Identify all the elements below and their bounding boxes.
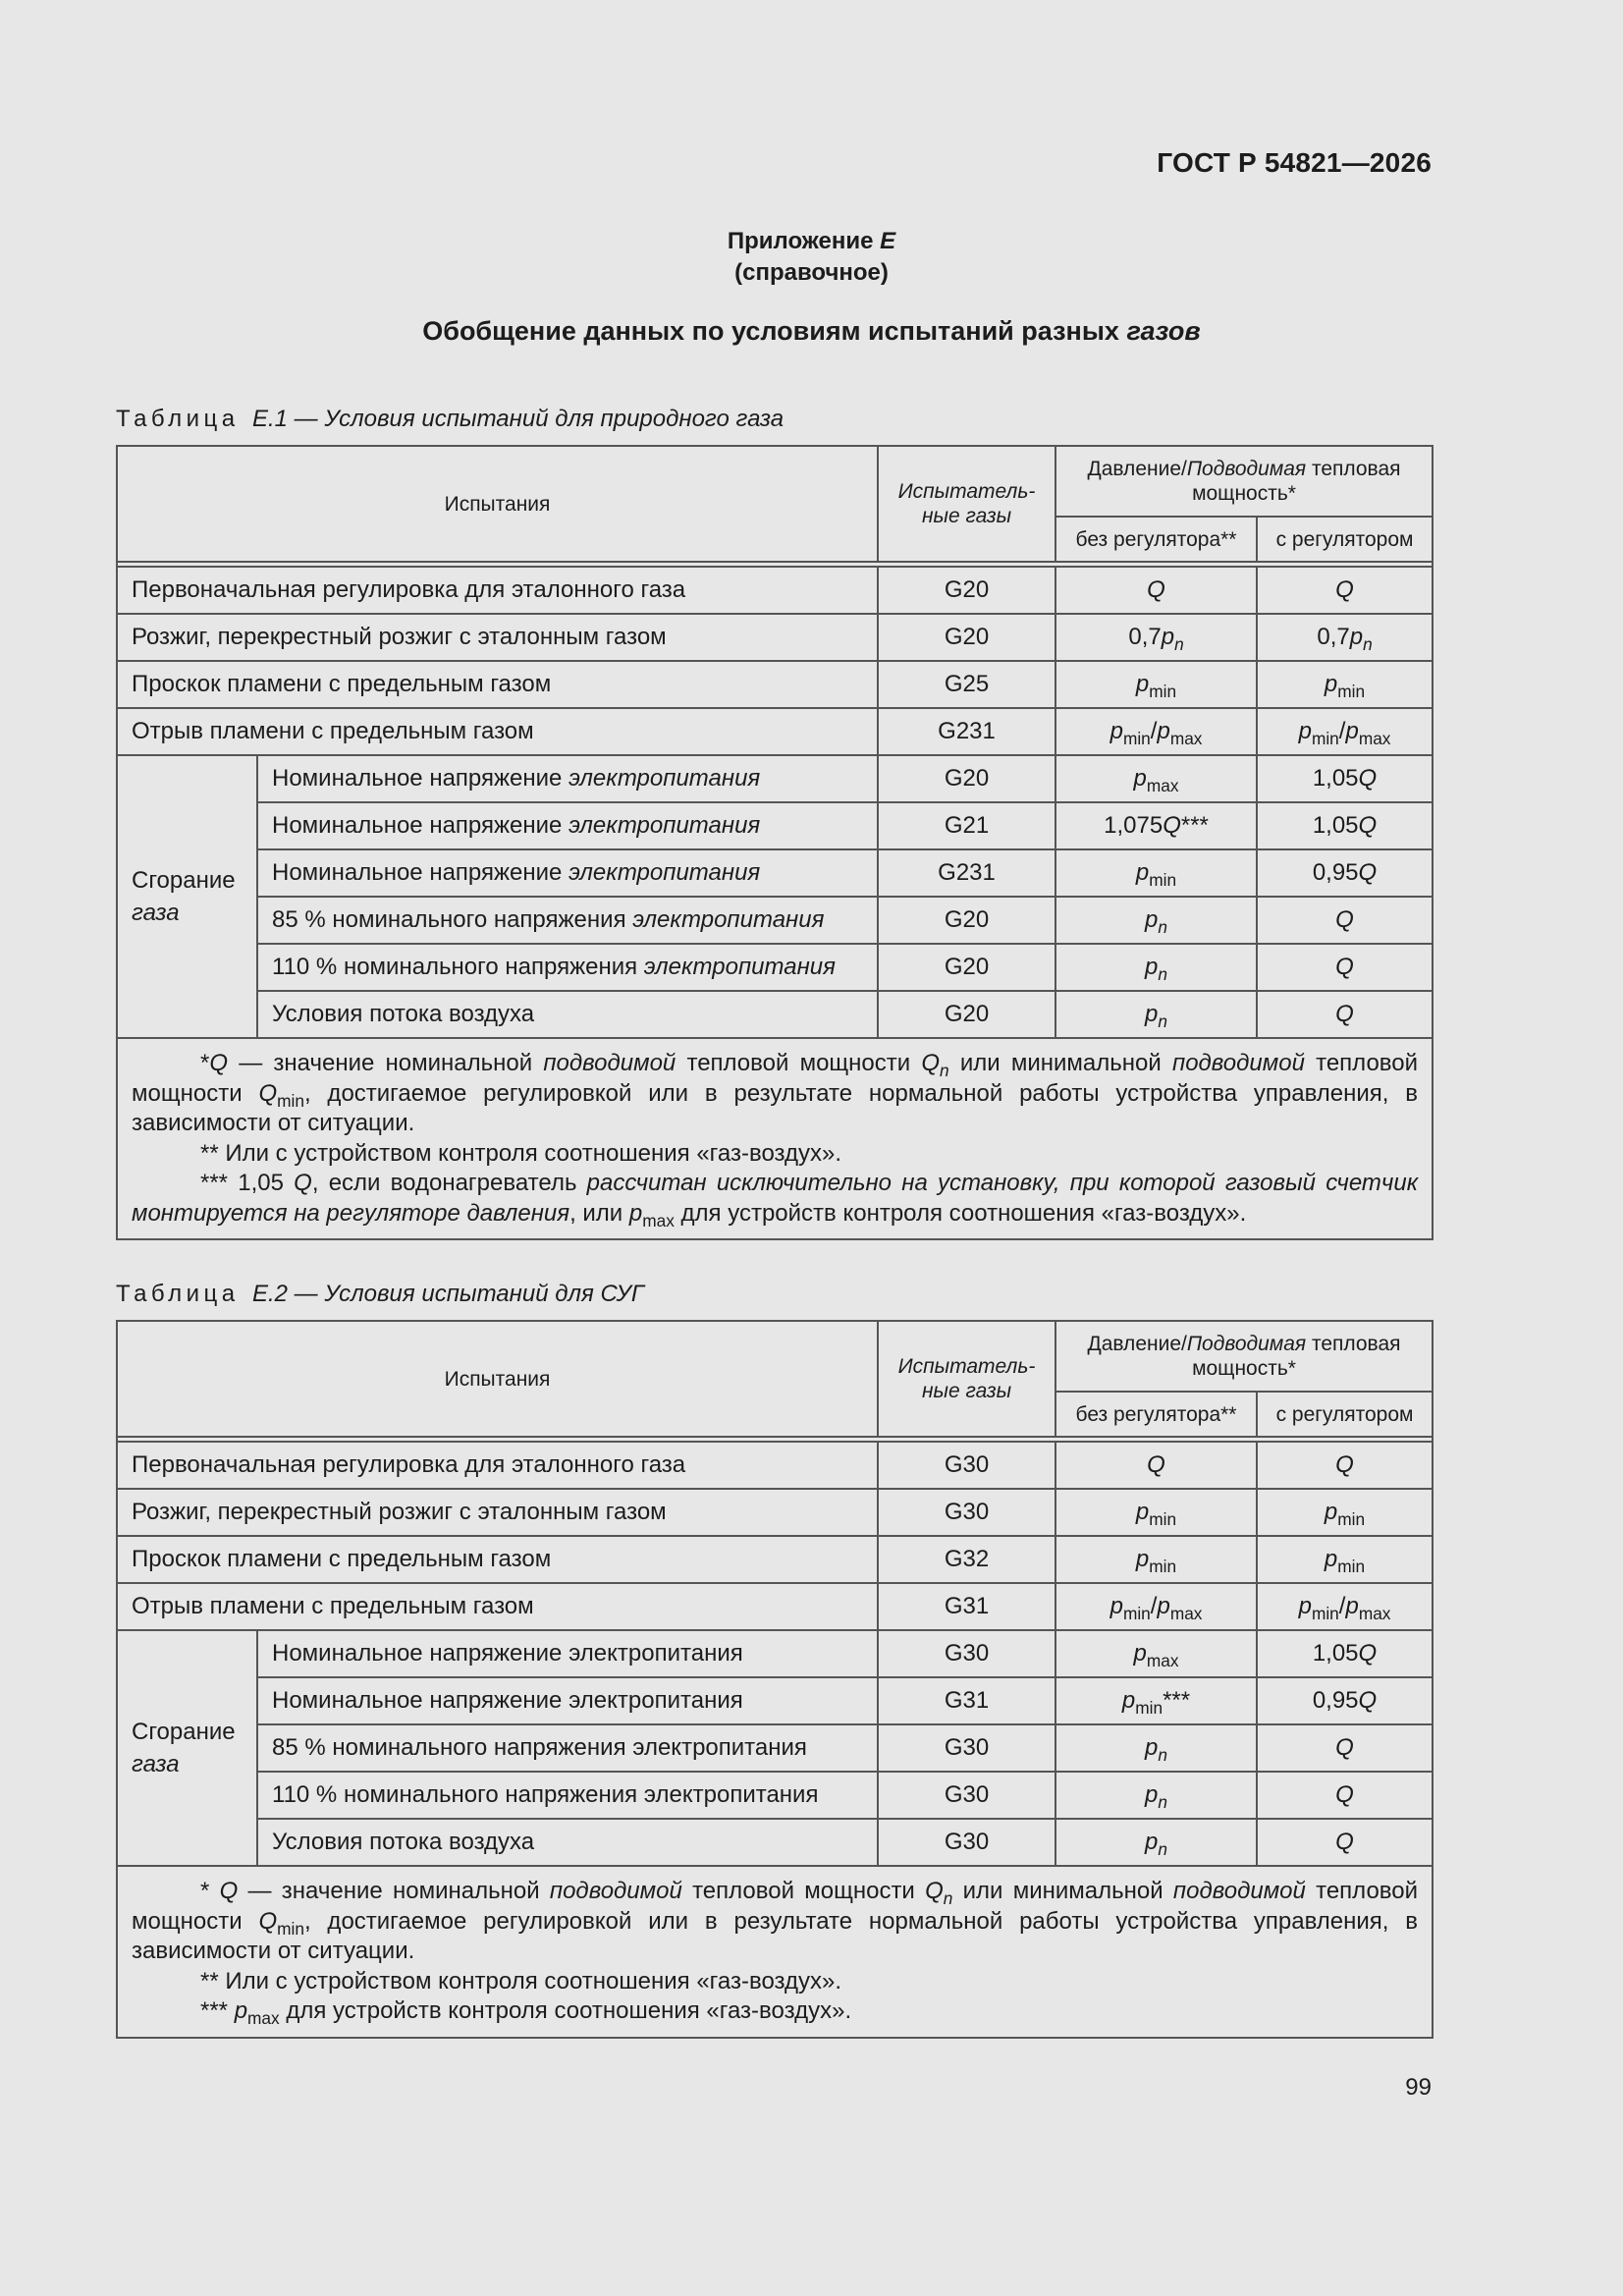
table-row: Номинальное напряжение электропитания G31 $p_{min}***$ 0,95Q (117, 1677, 1433, 1724)
table-row: Первоначальная регулировка для эталонного газа G20 Q Q (117, 567, 1433, 614)
table-row: Розжиг, перекрестный розжиг с эталонным газом G30 $p_{min}$ $p_{min}$ (117, 1489, 1433, 1536)
group-label: Сгорание газа (117, 1630, 257, 1866)
table-row: Проскок пламени с предельным газом G25 $p_{min}$ $p_{min}$ (117, 661, 1433, 708)
table-row: Розжиг, перекрестный розжиг с эталонным газом G20 $0,7p_n$ $0,7p_n$ (117, 614, 1433, 661)
page-number: 99 (1405, 2074, 1432, 2101)
header-no-regulator: без регулятора** (1055, 1392, 1257, 1437)
header-with-regulator: с регулятором (1257, 517, 1433, 562)
table-row: 110 % номинального напряжения электропитания G30 $p_n$ Q (117, 1772, 1433, 1819)
table-row: 110 % номинального напряжения электропитания G20 $p_n$ Q (117, 944, 1433, 991)
table-row: 85 % номинального напряжения электропитания G30 $p_n$ Q (117, 1724, 1433, 1772)
table-row: Сгорание газа Номинальное напряжение электропитания G20 $p_{max}$ 1,05Q (117, 755, 1433, 802)
table1-caption: Таблица Е.1 — Условия испытаний для природного газа (116, 406, 784, 432)
header-tests: Испытания (117, 1321, 878, 1437)
header-pressure: Давление/Подводимая тепловая мощность* (1055, 1321, 1433, 1392)
header-no-regulator: без регулятора** (1055, 517, 1257, 562)
table1 (116, 445, 1434, 1240)
section-title: Обобщение данных по условиям испытаний разных газов (422, 316, 1201, 346)
table-row: Отрыв пламени с предельным газом G231 $p_{min}/p_{max}$ $p_{min}/p_{max}$ (117, 708, 1433, 755)
table2-notes: * Q — значение номинальной подводимой тепловой мощности $Q_n$ или минимальной подводимой тепловой мощности $Q_{min}$, достигаемое регулировкой или в результате нормальной работы устройства управления, в зависимости от ситуации. ** Или с устройством контроля соотношения «газ-воздух». *** $p_{max}$ для устройств контроля соотношения «газ-воздух». (117, 1866, 1433, 2038)
appendix-title: Приложение Е (справочное) (727, 228, 896, 286)
table-row: 85 % номинального напряжения электропитания G20 $p_n$ Q (117, 897, 1433, 944)
table-notes-row (117, 1866, 1433, 2038)
table-row: Проскок пламени с предельным газом G32 $p_{min}$ $p_{min}$ (117, 1536, 1433, 1583)
table-row: Номинальное напряжение электропитания G21 1,075Q*** 1,05Q (117, 802, 1433, 849)
header-tests: Испытания (117, 446, 878, 562)
table1-notes: *Q — значение номинальной подводимой тепловой мощности $Q_n$ или минимальной подводимой тепловой мощности $Q_{min}$, достигаемое регулировкой или в результате нормальной работы устройства управления, в зависимости от ситуации. ** Или с устройством контроля соотношения «газ-воздух». *** 1,05 Q, если водонагреватель рассчитан исключительно на установку, при которой газовый счетчик монтируется на регуляторе давления, или $p_{max}$ для устройств контроля соотношения «газ-воздух». (117, 1038, 1433, 1239)
table-row: Условия потока воздуха G30 $p_n$ Q (117, 1819, 1433, 1866)
table-notes-row (117, 1038, 1433, 1239)
header-with-regulator: с регулятором (1257, 1392, 1433, 1437)
table-row: Первоначальная регулировка для эталонного газа G30 Q Q (117, 1442, 1433, 1489)
header-pressure: Давление/Подводимая тепловая мощность* (1055, 446, 1433, 517)
document-code: ГОСТ Р 54821—2026 (1157, 147, 1432, 178)
header-gases: Испытатель-ные газы (878, 446, 1055, 562)
table-row: Условия потока воздуха G20 $p_n$ Q (117, 991, 1433, 1038)
group-label: Сгорание газа (117, 755, 257, 1038)
table-row: Номинальное напряжение электропитания G231 $p_{min}$ 0,95Q (117, 849, 1433, 897)
table-row: Отрыв пламени с предельным газом G31 $p_{min}/p_{max}$ $p_{min}/p_{max}$ (117, 1583, 1433, 1630)
table2-caption: Таблица Е.2 — Условия испытаний для СУГ (116, 1281, 644, 1307)
table-row: Сгорание газа Номинальное напряжение электропитания G30 $p_{max}$ 1,05Q (117, 1630, 1433, 1677)
table2 (116, 1320, 1434, 2039)
header-gases: Испытатель-ные газы (878, 1321, 1055, 1437)
